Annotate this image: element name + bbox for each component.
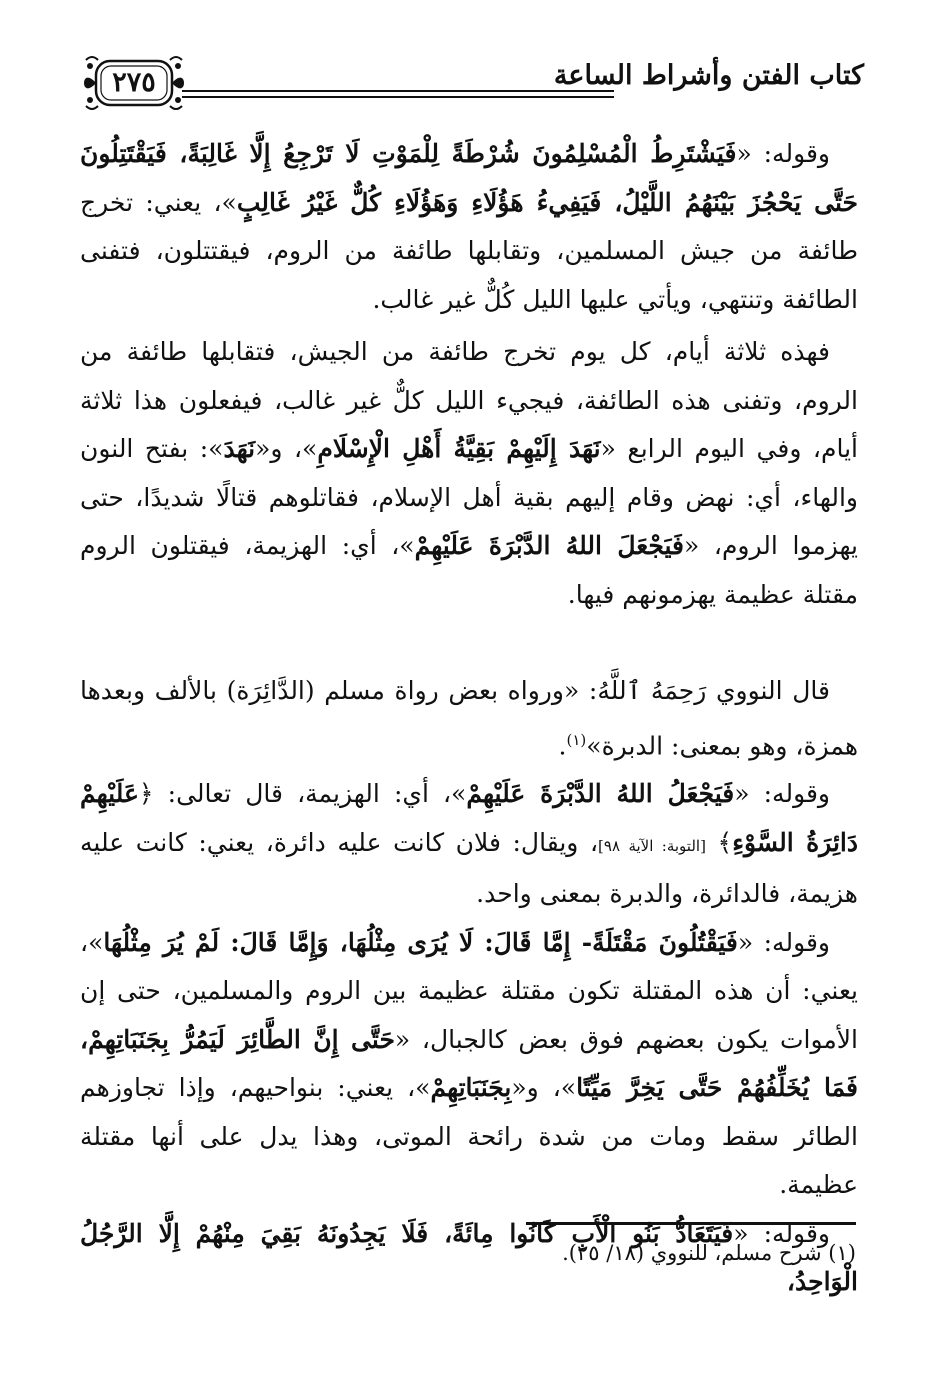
text-run: »، يعني: بنواحيهم، وإذا تجاوزهم الطائر سقط ومات من شدة رائحة الموتى، وهذا يدل على أنها مقتلة عظيمة. [80,1073,858,1200]
hadith-quote: نَهَدَ [223,434,256,463]
hadith-quote: نَهَدَ إِلَيْهِمْ بَقِيَّةُ أَهْلِ الْإِسْلَامِ [317,434,601,463]
page-number: ٢٧٥ [112,67,156,98]
page-number-ornament [82,52,186,114]
text-run: وقوله: « [733,1218,830,1248]
book-title: كتاب الفتن وأشراط الساعة [553,60,864,91]
main-text [80,130,858,1307]
text-run: »: بفتح النون والهاء، أي: نهض وقام إليهم بقية أهل الإسلام، فقاتلوهم قتالًا شديدًا، حتى يهزموا الروم، « [80,434,858,560]
hadith-quote: حَتَّى إِنَّ الطَّائِرَ لَيَمُرُّ بِجَنَبَاتِهِمْ، فَمَا يُخَلِّفُهُمْ حَتَّى يَخِرَّ مَيِّتًا [80,1024,858,1103]
text-run: »، أي: الهزيمة، قال تعالى: ﴿ [138,779,467,809]
hadith-quote: فَيَتَعَادُّ بَنُو الْأَبِ كَانُوا مِائَةً، فَلَا يَجِدُونَهُ بَقِيَ مِنْهُمْ إِلَّا الرَّجُلُ الْوَاحِدُ، [80,1218,858,1297]
hadith-quote: فَيَشْتَرِطُ الْمُسْلِمُونَ شُرْطَةً لِلْمَوْتِ لَا تَرْجِعُ إِلَّا غَالِبَةً، فَيَقْتَتِلُونَ حَتَّى يَحْجُزَ بَيْنَهُمُ اللَّيْلُ، فَيَفِيءُ هَؤُلَاءِ وَهَؤُلَاءِ كُلٌّ غَيْرُ غَالِبٍ [80,139,859,217]
text-run: »، أي: الهزيمة، فيقتلون الروم مقتلة عظيمة يهزمونهم فيها. [80,531,858,609]
paragraph-5 [80,919,858,1210]
paragraph-3 [80,667,858,770]
paragraph-4 [80,770,858,919]
hadith-quote: فَيَجْعَلَ اللهُ الدَّبْرَةَ عَلَيْهِمْ [414,531,684,560]
quran-verse: عَلَيْهِمْ دَائِرَةُ السَّوْءِ [80,779,858,857]
header-double-rule [182,90,614,100]
text-run: قال النووي رَحِمَهُ ٱللَّهُ: «ورواه بعض رواة مسلم (الدَّائِرَة) بالألف وبعدها همزة، وهو بمعنى: الدبرة» [80,676,858,760]
paragraph-1 [80,130,858,324]
verse-reference: [التوبة: الآية ٩٨] [598,836,706,855]
text-run: ﴾ [705,827,733,857]
text-run: »، و« [255,434,318,463]
page-header [82,52,864,118]
hadith-quote: بِجَنَبَاتِهِمْ [430,1073,512,1103]
paragraph-2 [80,328,858,619]
text-run: وقوله: « [734,779,831,809]
text-run: وقوله: « [737,927,831,957]
hadith-quote: فَيَجْعَلُ اللهُ الدَّبْرَةَ عَلَيْهِمْ [466,779,735,809]
text-run: ، ويقال: فلان كانت عليه دائرة، يعني: كانت عليه هزيمة، فالدائرة، والدبرة بمعنى واحد. [80,827,858,909]
text-run: »، يعني: أن هذه المقتلة تكون مقتلة عظيمة بين الروم والمسلمين، حتى إن الأموات يكون بعضهم فوق بعض كالجبال، « [80,927,858,1054]
text-run: . [558,730,567,760]
text-run: فهذه ثلاثة أيام، كل يوم تخرج طائفة من الجيش، فتقابلها طائفة من الروم، وتفنى هذه الطائفة، فيجيء الليل كلٌّ غير غالب، فيفعلون هذا ثلاثة أيام، وفي اليوم الرابع « [80,337,858,463]
hadith-quote: فَيَقْتُلُونَ مَقْتَلَةً- إِمَّا قَالَ: لَا يُرَى مِثْلُهَا، وَإِمَّا قَالَ: لَمْ يُرَ مِثْلُهَا [103,927,738,957]
text-run: »، و« [511,1073,577,1103]
footnote: (١) شرح مسلم، للنووي (١٨/ ٢٥). [562,1241,856,1265]
footnote-marker: (١) [566,730,587,749]
text-run: »، يعني: تخرج طائفة من جيش المسلمين، وتقابلها طائفة من الروم، فيقتتلون، فتفنى الطائفة وتنتهي، ويأتي عليها الليل كُلٌّ غير غالب. [80,187,858,314]
footnote-separator [526,1222,856,1225]
text-run: وقوله: « [736,139,831,168]
